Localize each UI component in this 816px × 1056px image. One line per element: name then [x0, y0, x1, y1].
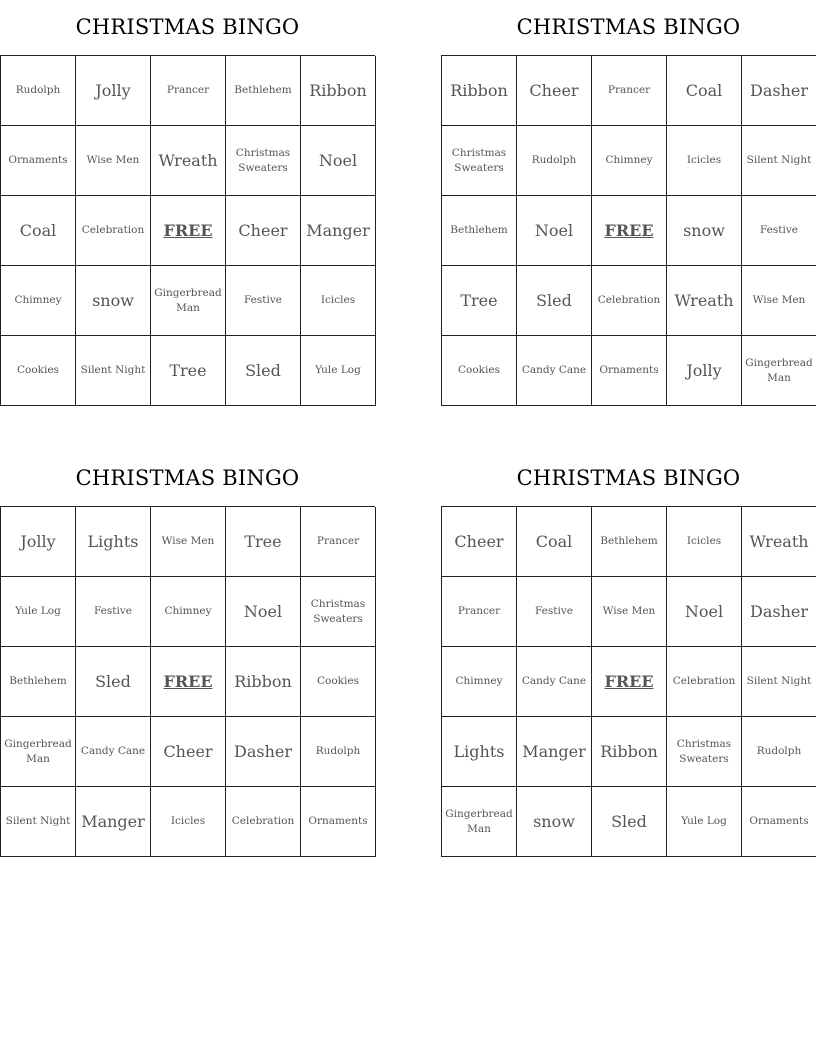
- bingo-cell-label: Festive: [93, 605, 133, 617]
- bingo-cell-label: Silent Night: [746, 675, 812, 687]
- bingo-cell: [592, 56, 667, 126]
- bingo-cell-label: Ribbon: [600, 742, 658, 761]
- bingo-cell-label: Celebration: [597, 294, 661, 306]
- bingo-cell: [226, 787, 301, 857]
- bingo-cell: [667, 577, 742, 647]
- bingo-cell-label: Coal: [535, 532, 573, 551]
- bingo-cell: [76, 196, 151, 266]
- bingo-cell: [301, 717, 376, 787]
- bingo-cell: [517, 196, 592, 266]
- bingo-cell-label: Wise Men: [752, 294, 806, 306]
- bingo-cell-label: Celebration: [672, 675, 736, 687]
- bingo-cell-label: Tree: [244, 532, 282, 551]
- bingo-cell-label: Coal: [685, 81, 723, 100]
- free-space-cell: [151, 196, 226, 266]
- bingo-cell: [442, 126, 517, 196]
- bingo-cell-label: Icicles: [686, 154, 722, 166]
- bingo-cell-label: Wise Men: [86, 154, 140, 166]
- bingo-cell-label: Icicles: [686, 535, 722, 547]
- bingo-grid: [441, 506, 816, 857]
- bingo-cell-label: Cookies: [317, 675, 359, 687]
- bingo-cell-label: Prancer: [316, 535, 360, 547]
- bingo-cell: [667, 126, 742, 196]
- bingo-cell-label: Candy Cane: [521, 675, 587, 687]
- bingo-cell: [517, 336, 592, 406]
- bingo-cell-label: Dasher: [234, 742, 292, 761]
- bingo-cell-label: Tree: [460, 291, 498, 310]
- bingo-cell-label: Yule Log: [15, 605, 61, 617]
- bingo-cell: [151, 577, 226, 647]
- bingo-cell: [76, 647, 151, 717]
- bingo-cell-label: Bethlehem: [9, 675, 67, 687]
- bingo-cell-label: Sled: [611, 812, 647, 831]
- bingo-cell-label: Rudolph: [531, 154, 577, 166]
- bingo-cell-label: Gingerbread Man: [154, 286, 222, 314]
- bingo-cell-label: Chimney: [455, 675, 503, 687]
- bingo-cell-label: Festive: [534, 605, 574, 617]
- bingo-card: [441, 0, 816, 406]
- bingo-cell: [517, 787, 592, 857]
- bingo-cell: [442, 196, 517, 266]
- bingo-cell: [517, 126, 592, 196]
- bingo-cell-label: Yule Log: [315, 364, 361, 376]
- bingo-cell: [517, 507, 592, 577]
- bingo-cell: [301, 336, 376, 406]
- bingo-cell-label: Lights: [453, 742, 505, 761]
- bingo-cell-label: Rudolph: [756, 745, 802, 757]
- bingo-cell-label: Manger: [81, 812, 145, 831]
- bingo-cell: [667, 717, 742, 787]
- bingo-cell-label: Christmas Sweaters: [676, 737, 732, 765]
- bingo-cell-label: Cookies: [458, 364, 500, 376]
- bingo-cell: [151, 787, 226, 857]
- bingo-cell-label: Cheer: [454, 532, 504, 551]
- bingo-cell-label: Noel: [684, 602, 724, 621]
- bingo-cell: [442, 266, 517, 336]
- bingo-cell: [76, 266, 151, 336]
- bingo-cell-label: Bethlehem: [450, 224, 508, 236]
- bingo-cell: [226, 577, 301, 647]
- bingo-cell: [442, 647, 517, 717]
- bingo-cell: [592, 717, 667, 787]
- bingo-cell-label: Icicles: [170, 815, 206, 827]
- bingo-cell: [76, 336, 151, 406]
- bingo-cell: [1, 196, 76, 266]
- free-space-cell: [151, 647, 226, 717]
- bingo-cell-label: Celebration: [81, 224, 145, 236]
- bingo-cell-label: Jolly: [20, 532, 56, 551]
- bingo-cell-label: Rudolph: [315, 745, 361, 757]
- bingo-cell-label: Wreath: [674, 291, 734, 310]
- bingo-cell-label: Ornaments: [8, 154, 68, 166]
- bingo-cell: [226, 717, 301, 787]
- bingo-cell: [742, 717, 816, 787]
- bingo-cell-label: Gingerbread Man: [445, 807, 513, 835]
- bingo-cell: [226, 336, 301, 406]
- bingo-cell-label: Silent Night: [746, 154, 812, 166]
- bingo-cell: [1, 717, 76, 787]
- bingo-cell: [667, 196, 742, 266]
- bingo-cell: [667, 336, 742, 406]
- bingo-cell-label: Silent Night: [80, 364, 146, 376]
- bingo-grid: [441, 55, 816, 406]
- bingo-cell-label: Ornaments: [749, 815, 809, 827]
- bingo-cell: [151, 507, 226, 577]
- bingo-cell: [226, 647, 301, 717]
- bingo-card: [441, 451, 816, 857]
- bingo-card: [0, 451, 375, 857]
- bingo-cell-label: Gingerbread Man: [745, 356, 813, 384]
- bingo-cell-label: Chimney: [164, 605, 212, 617]
- bingo-cell: [301, 56, 376, 126]
- bingo-cell-label: Ribbon: [450, 81, 508, 100]
- bingo-cell: [742, 647, 816, 717]
- bingo-cell-label: Wreath: [158, 151, 218, 170]
- bingo-cell-label: Wise Men: [602, 605, 656, 617]
- bingo-cell-label: Lights: [87, 532, 139, 551]
- bingo-cell: [301, 507, 376, 577]
- bingo-cell-label: Gingerbread Man: [4, 737, 72, 765]
- bingo-cell-label: Sled: [95, 672, 131, 691]
- bingo-cell: [442, 787, 517, 857]
- bingo-cell: [1, 266, 76, 336]
- bingo-cell-label: Candy Cane: [521, 364, 587, 376]
- card-title: CHRISTMAS BINGO: [516, 15, 741, 39]
- bingo-cell: [226, 266, 301, 336]
- bingo-cell: [76, 787, 151, 857]
- bingo-cell-label: Jolly: [686, 361, 722, 380]
- bingo-cell-label: Dasher: [750, 81, 808, 100]
- bingo-cell: [1, 647, 76, 717]
- bingo-cell: [592, 787, 667, 857]
- bingo-cell-label: Bethlehem: [600, 535, 658, 547]
- bingo-cell-label: Icicles: [320, 294, 356, 306]
- bingo-cell-label: Noel: [534, 221, 574, 240]
- bingo-cell-label: Noel: [318, 151, 358, 170]
- bingo-cell: [667, 507, 742, 577]
- bingo-cell-label: Rudolph: [15, 84, 61, 96]
- bingo-cell-label: Candy Cane: [80, 745, 146, 757]
- bingo-cell: [76, 126, 151, 196]
- bingo-grid: [0, 55, 375, 406]
- card-title: CHRISTMAS BINGO: [75, 466, 300, 490]
- bingo-cell: [517, 647, 592, 717]
- bingo-cell-label: Ribbon: [234, 672, 292, 691]
- bingo-grid: [0, 506, 375, 857]
- bingo-cell-label: FREE: [604, 221, 654, 240]
- bingo-cell-label: Prancer: [166, 84, 210, 96]
- bingo-cell: [76, 577, 151, 647]
- bingo-cell: [742, 577, 816, 647]
- bingo-cell: [76, 717, 151, 787]
- bingo-cell: [1, 507, 76, 577]
- bingo-cell-label: Manger: [522, 742, 586, 761]
- bingo-cell: [1, 577, 76, 647]
- bingo-cell-label: Sled: [536, 291, 572, 310]
- bingo-cell: [592, 126, 667, 196]
- bingo-cell: [151, 126, 226, 196]
- bingo-cell-label: Silent Night: [5, 815, 71, 827]
- bingo-cell: [442, 717, 517, 787]
- bingo-cell: [76, 507, 151, 577]
- bingo-cell: [226, 126, 301, 196]
- bingo-cell-label: snow: [533, 812, 575, 831]
- bingo-cell: [517, 56, 592, 126]
- bingo-cell: [1, 787, 76, 857]
- bingo-cell: [667, 56, 742, 126]
- bingo-cell: [742, 266, 816, 336]
- bingo-cell: [592, 336, 667, 406]
- bingo-cell-label: Ornaments: [308, 815, 368, 827]
- bingo-cell-label: Cheer: [163, 742, 213, 761]
- bingo-cell-label: Cheer: [238, 221, 288, 240]
- bingo-cell: [517, 266, 592, 336]
- bingo-cell: [742, 196, 816, 266]
- bingo-cell: [301, 647, 376, 717]
- bingo-cell: [226, 56, 301, 126]
- bingo-cell: [151, 266, 226, 336]
- bingo-cell: [226, 507, 301, 577]
- bingo-cell: [592, 577, 667, 647]
- bingo-cell-label: Prancer: [607, 84, 651, 96]
- bingo-cell: [667, 787, 742, 857]
- bingo-cell: [742, 126, 816, 196]
- bingo-cell-label: Bethlehem: [234, 84, 292, 96]
- bingo-cell-label: Wise Men: [161, 535, 215, 547]
- bingo-cell-label: Christmas Sweaters: [451, 146, 507, 174]
- bingo-cell-label: FREE: [163, 672, 213, 691]
- bingo-cell-label: Sled: [245, 361, 281, 380]
- bingo-cell: [1, 56, 76, 126]
- bingo-cell: [151, 717, 226, 787]
- bingo-cell-label: Festive: [759, 224, 799, 236]
- bingo-cell: [151, 336, 226, 406]
- bingo-cell: [517, 717, 592, 787]
- bingo-cell: [301, 266, 376, 336]
- bingo-cell: [76, 56, 151, 126]
- bingo-cell: [742, 787, 816, 857]
- bingo-cell-label: Ribbon: [309, 81, 367, 100]
- bingo-cell: [226, 196, 301, 266]
- bingo-cell: [442, 56, 517, 126]
- bingo-cell: [517, 577, 592, 647]
- bingo-cell: [301, 577, 376, 647]
- bingo-cell: [742, 507, 816, 577]
- bingo-cell: [301, 196, 376, 266]
- card-title: CHRISTMAS BINGO: [516, 466, 741, 490]
- bingo-cell: [1, 126, 76, 196]
- bingo-cell: [592, 507, 667, 577]
- bingo-cell-label: snow: [92, 291, 134, 310]
- bingo-cell-label: Chimney: [14, 294, 62, 306]
- bingo-cell: [667, 266, 742, 336]
- bingo-cell-label: Yule Log: [681, 815, 727, 827]
- bingo-cell: [442, 577, 517, 647]
- bingo-cell-label: Jolly: [95, 81, 131, 100]
- bingo-cell-label: Christmas Sweaters: [310, 597, 366, 625]
- bingo-cell-label: Chimney: [605, 154, 653, 166]
- bingo-cell: [301, 787, 376, 857]
- bingo-cell-label: Manger: [306, 221, 370, 240]
- bingo-cell-label: Wreath: [749, 532, 809, 551]
- card-title: CHRISTMAS BINGO: [75, 15, 300, 39]
- bingo-card: [0, 0, 375, 406]
- bingo-cell-label: Celebration: [231, 815, 295, 827]
- bingo-cell: [742, 336, 816, 406]
- bingo-cell-label: Festive: [243, 294, 283, 306]
- bingo-cell: [301, 126, 376, 196]
- bingo-cell-label: Cookies: [17, 364, 59, 376]
- bingo-cell-label: Coal: [19, 221, 57, 240]
- bingo-cell-label: Cheer: [529, 81, 579, 100]
- bingo-cell-label: Prancer: [457, 605, 501, 617]
- bingo-cell: [442, 507, 517, 577]
- free-space-cell: [592, 196, 667, 266]
- bingo-cell: [667, 647, 742, 717]
- free-space-cell: [592, 647, 667, 717]
- bingo-cell: [742, 56, 816, 126]
- bingo-cell: [151, 56, 226, 126]
- bingo-cell-label: Dasher: [750, 602, 808, 621]
- bingo-cell-label: FREE: [604, 672, 654, 691]
- bingo-cell-label: Christmas Sweaters: [235, 146, 291, 174]
- bingo-cell-label: snow: [683, 221, 725, 240]
- bingo-cell: [442, 336, 517, 406]
- bingo-cell-label: Noel: [243, 602, 283, 621]
- bingo-cell-label: FREE: [163, 221, 213, 240]
- bingo-cell: [1, 336, 76, 406]
- bingo-cell-label: Tree: [169, 361, 207, 380]
- bingo-cell-label: Ornaments: [599, 364, 659, 376]
- bingo-cell: [592, 266, 667, 336]
